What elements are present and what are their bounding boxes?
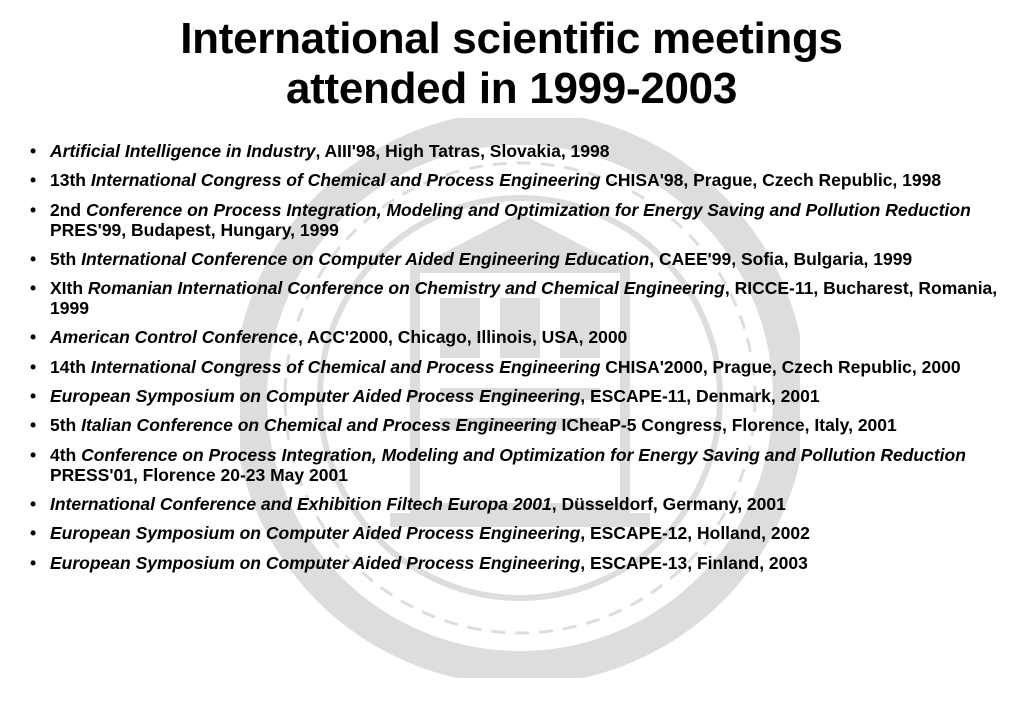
- meeting-name: European Symposium on Computer Aided Process Engineering: [50, 523, 581, 544]
- slide-title-line1: International scientific meetings: [180, 14, 843, 63]
- meeting-details: PRESS'01, Florence 20-23 May 2001: [50, 464, 348, 485]
- meeting-name: Conference on Process Integration, Modeling and Optimization for Energy Saving and Pollution Reduction: [85, 199, 971, 220]
- meeting-details: PRES'99, Budapest, Hungary, 1999: [50, 219, 339, 240]
- meeting-item: [28, 445, 1003, 485]
- meeting-name: International Congress of Chemical and Process Engineering: [90, 356, 601, 377]
- meeting-details: CHISA'98, Prague, Czech Republic, 1998: [600, 170, 942, 191]
- meeting-name: International Conference and Exhibition Filtech Europa 2001: [50, 493, 552, 514]
- bullet: •: [30, 523, 37, 544]
- meeting-ordinal: XIth: [50, 278, 88, 299]
- meeting-ordinal: 4th: [50, 444, 82, 465]
- meeting-ordinal: 14th: [50, 356, 91, 377]
- meeting-details: , ACC'2000, Chicago, Illinois, USA, 2000: [297, 327, 628, 348]
- bullet: •: [30, 141, 37, 161]
- meetings-list: [28, 141, 1003, 582]
- meeting-name: Romanian International Conference on Chemistry and Chemical Engineering: [87, 278, 725, 299]
- meeting-ordinal: 5th: [50, 415, 82, 436]
- bullet: •: [30, 444, 37, 465]
- meeting-ordinal: 2nd: [50, 199, 86, 220]
- meeting-details: , ESCAPE-13, Finland, 2003: [580, 552, 808, 573]
- bullet: •: [30, 327, 37, 348]
- meeting-name: International Conference on Computer Aided Engineering Education: [81, 248, 650, 269]
- meeting-item: [28, 494, 1003, 514]
- meeting-ordinal: 13th: [50, 170, 91, 191]
- meeting-item: [28, 200, 1003, 240]
- bullet: •: [30, 170, 37, 191]
- bullet: •: [30, 552, 37, 573]
- meeting-item: [28, 141, 1003, 161]
- meeting-details: , RICCE-11, Bucharest, Romania, 1999: [50, 278, 998, 319]
- meeting-ordinal: 5th: [50, 248, 82, 269]
- slide-title-line2: attended in 1999-2003: [285, 64, 738, 113]
- meeting-name: Artificial Intelligence in Industry: [50, 141, 316, 161]
- bullet: •: [30, 278, 37, 299]
- meeting-name: International Congress of Chemical and Process Engineering: [90, 170, 601, 191]
- bullet: •: [30, 356, 37, 377]
- meeting-name: European Symposium on Computer Aided Process Engineering: [50, 552, 581, 573]
- meeting-item: [28, 415, 1003, 435]
- meeting-details: CHISA'2000, Prague, Czech Republic, 2000: [600, 356, 961, 377]
- meeting-details: , CAEE'99, Sofia, Bulgaria, 1999: [649, 248, 913, 269]
- meeting-details: , ESCAPE-11, Denmark, 2001: [580, 386, 820, 407]
- meeting-details: ICheaP-5 Congress, Florence, Italy, 2001: [556, 415, 897, 436]
- meeting-name: Conference on Process Integration, Modeling and Optimization for Energy Saving and Pollution Reduction: [81, 444, 966, 465]
- slide-title: [0, 14, 1023, 114]
- meeting-item: [28, 523, 1003, 543]
- bullet: •: [30, 248, 37, 269]
- meeting-name: European Symposium on Computer Aided Process Engineering: [50, 386, 581, 407]
- meeting-details: , ESCAPE-12, Holland, 2002: [580, 523, 810, 544]
- meeting-item: [28, 386, 1003, 406]
- bullet: •: [30, 415, 37, 436]
- meeting-item: [28, 327, 1003, 347]
- meeting-name: American Control Conference: [50, 327, 298, 348]
- bullet: •: [30, 386, 37, 407]
- meeting-item: [28, 278, 1003, 318]
- meeting-item: [28, 249, 1003, 269]
- bullet: •: [30, 493, 37, 514]
- meeting-details: , AIII'98, High Tatras, Slovakia, 1998: [315, 141, 610, 161]
- meeting-item: [28, 170, 1003, 190]
- meeting-item: [28, 357, 1003, 377]
- meeting-details: , Düsseldorf, Germany, 2001: [551, 493, 786, 514]
- meeting-name: Italian Conference on Chemical and Process Engineering: [81, 415, 557, 436]
- bullet: •: [30, 199, 37, 220]
- meeting-item: [28, 553, 1003, 573]
